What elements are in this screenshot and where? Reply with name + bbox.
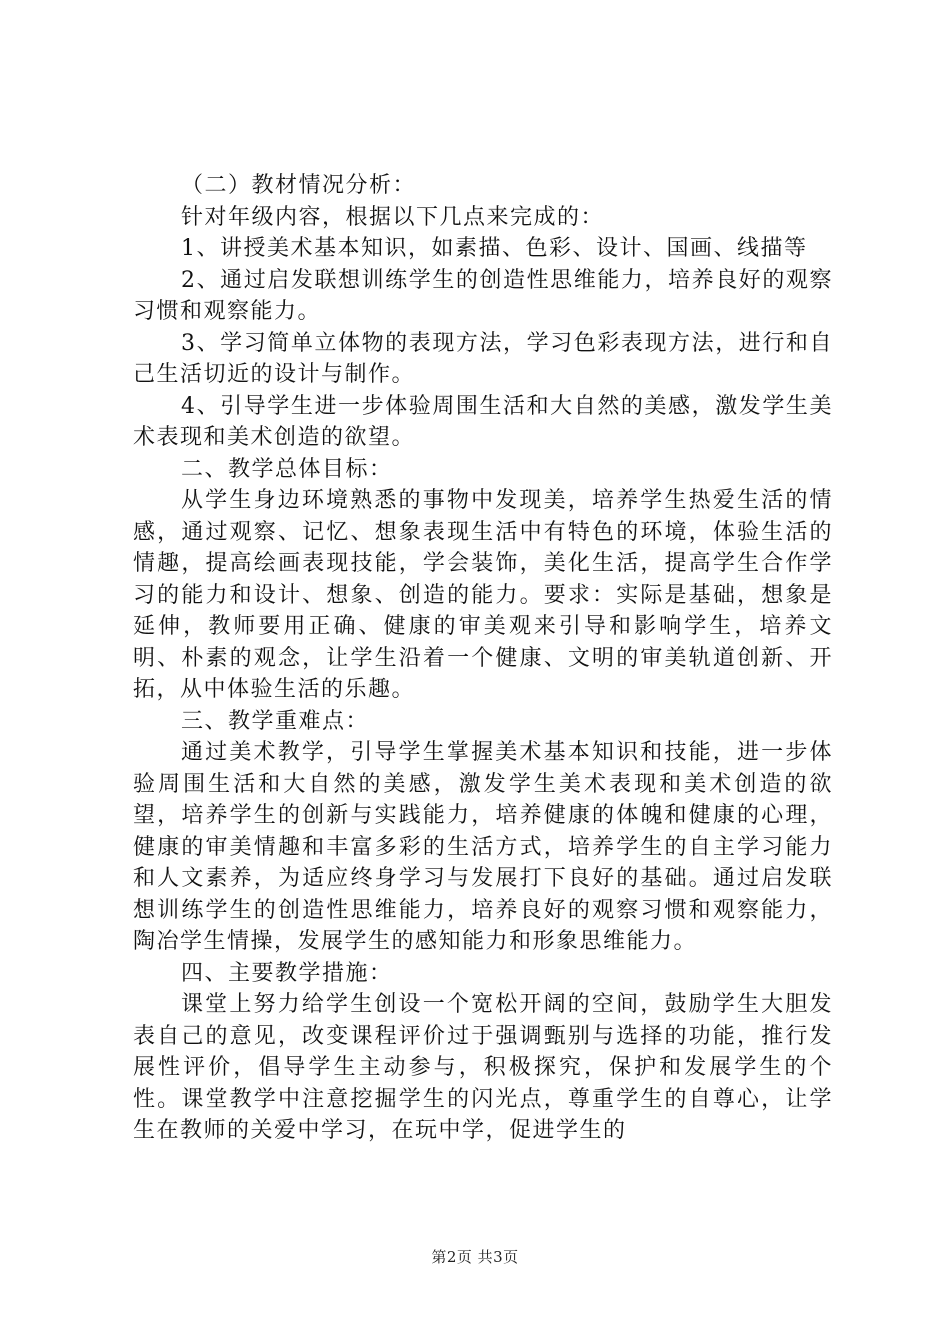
paragraph: 通过美术教学，引导学生掌握美术基本知识和技能，进一步体验周围生活和大自然的美感，激发学生美术表现和美术创造的欲望，培养学生的创新与实践能力，培养健康的体魄和健康的心理，健康的审美情趣和丰富多彩的生活方式，培养学生的自主学习能力和人文素养，为适应终身学习与发展打下良好的基础。通过启发联想训练学生的创造性思维能力，培养良好的观察习惯和观察能力，陶冶学生情操，发展学生的感知能力和形象思维能力。 <box>133 740 833 954</box>
section-heading-textbook-analysis: （二）教材情况分析： <box>181 173 417 198</box>
document-body <box>133 170 833 1147</box>
list-item: 2、通过启发联想训练学生的创造性思维能力，培养良好的观察习惯和观察能力。 <box>133 267 833 324</box>
paragraph: 课堂上努力给学生创设一个宽松开阔的空间，鼓励学生大胆发表自己的意见，改变课程评价过于强调甄别与选择的功能，推行发展性评价，倡导学生主动参与，积极探究，保护和发展学生的个性。课堂教学中注意挖掘学生的闪光点，尊重学生的自尊心，让学生在教师的关爱中学习，在玩中学，促进学生的 <box>133 992 833 1143</box>
section-heading-teaching-measures: 四、主要教学措施： <box>181 960 393 986</box>
page-number-footer: 第2页 共3页 <box>431 1248 519 1266</box>
list-item: 4、引导学生进一步体验周围生活和大自然的美感，激发学生美术表现和美术创造的欲望。 <box>133 393 833 450</box>
section-heading-key-difficulties: 三、教学重难点： <box>181 708 370 734</box>
list-item: 3、学习简单立体物的表现方法，学习色彩表现方法，进行和自己生活切近的设计与制作。 <box>133 330 833 387</box>
list-item: 1、讲授美术基本知识，如素描、色彩、设计、国画、线描等 <box>181 236 808 261</box>
paragraph: 从学生身边环境熟悉的事物中发现美，培养学生热爱生活的情感，通过观察、记忆、想象表现生活中有特色的环境，体验生活的情趣，提高绘画表现技能，学会装饰，美化生活，提高学生合作学习的能力和设计、想象、创造的能力。要求：实际是基础，想象是延伸，教师要用正确、健康的审美观来引导和影响学生，培养文明、朴素的观念，让学生沿着一个健康、文明的审美轨道创新、开拓，从中体验生活的乐趣。 <box>133 488 833 702</box>
section-heading-teaching-goals: 二、教学总体目标： <box>181 456 393 482</box>
paragraph: 针对年级内容，根据以下几点来完成的： <box>181 204 605 230</box>
